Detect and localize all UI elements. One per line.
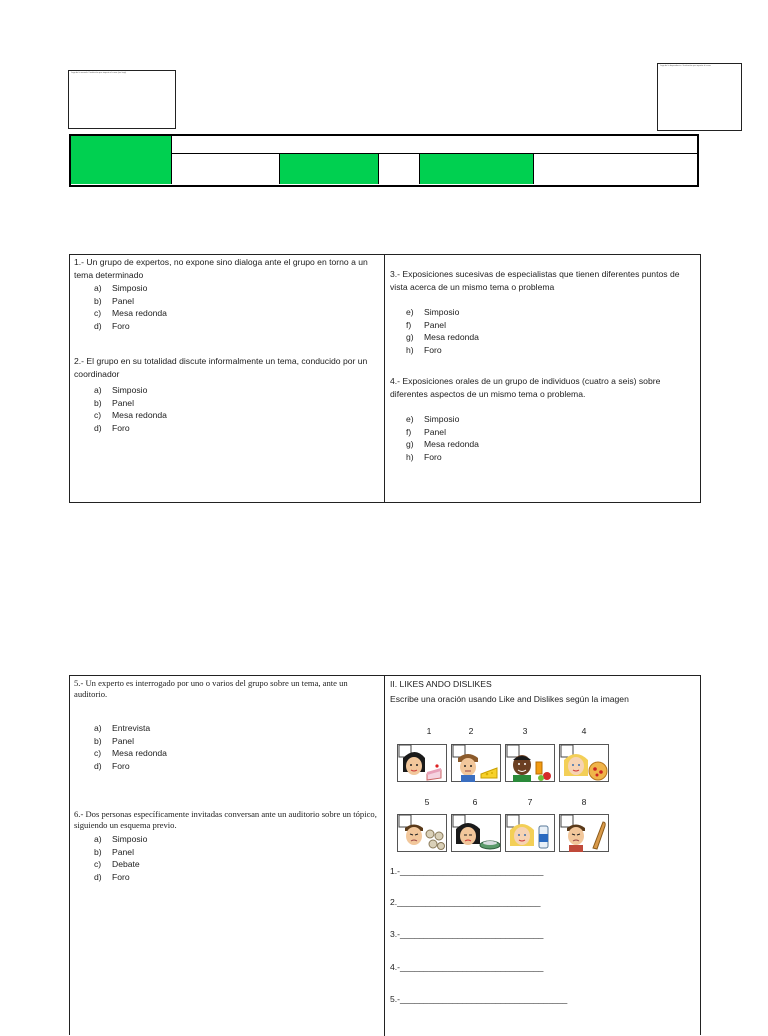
questions-table-1: [69, 254, 701, 503]
option[interactable]: f) Panel: [406, 426, 446, 437]
picture-7-girl-milk: [505, 814, 555, 852]
option[interactable]: e) Simposio: [406, 307, 460, 317]
option[interactable]: d) Foro: [94, 872, 130, 883]
option[interactable]: c) Mesa redonda: [94, 748, 167, 759]
info-cell-field-2[interactable]: [379, 154, 420, 184]
option[interactable]: d) Foro: [94, 321, 130, 332]
info-cell-field-1[interactable]: [172, 154, 280, 184]
option[interactable]: h) Foro: [406, 345, 442, 356]
questions-table-1-divider: [384, 255, 385, 502]
picture-number: 5: [424, 797, 430, 807]
option[interactable]: b) Panel: [94, 397, 134, 408]
logo-right-caption: Logo de la dependencia / Institución que imparte el curso: [660, 65, 711, 67]
option[interactable]: c) Debate: [94, 859, 140, 870]
answer-line-3[interactable]: 3.-______________________________: [390, 929, 544, 939]
option[interactable]: e) Simposio: [406, 414, 460, 424]
option[interactable]: a) Simposio: [94, 385, 148, 395]
picture-number: 1: [426, 726, 432, 736]
picture-number: 7: [527, 797, 533, 807]
option[interactable]: b) Panel: [94, 735, 134, 746]
student-info-table: [69, 134, 699, 187]
picture-1-girl-cake: [397, 744, 447, 782]
picture-number: 2: [468, 726, 474, 736]
info-cell-field-3[interactable]: [534, 154, 696, 184]
question-1-options: [94, 282, 374, 333]
picture-number: 6: [472, 797, 478, 807]
option[interactable]: a) Entrevista: [94, 723, 151, 733]
question-2: [74, 355, 374, 435]
answer-line-4[interactable]: 4.-______________________________: [390, 962, 544, 972]
question-2-options: [94, 384, 374, 435]
picture-4-girl-pizza: [559, 744, 609, 782]
option[interactable]: a) Simposio: [94, 834, 148, 844]
picture-6-girl-fish: [451, 814, 501, 852]
info-cell-label-3: [420, 154, 534, 184]
question-1-text: 1.- Un grupo de expertos, no expone sino dialoga ante el grupo en torno a un tema determinado: [74, 257, 368, 280]
picture-number: 4: [581, 726, 587, 736]
question-3-text: 3.- Exposiciones sucesivas de especialistas que tienen diferentes puntos de vista acerca de un mismo tema o problema: [390, 269, 680, 292]
question-5: [74, 678, 378, 773]
logo-left-box: [68, 70, 176, 129]
question-2-text: 2.- El grupo en su totalidad discute informalmente un tema, conducido por un coordinador: [74, 356, 368, 379]
picture-3-man-fruit: [505, 744, 555, 782]
question-6: [74, 809, 380, 884]
likes-instruction: Escribe una oración usando Like and Dislikes según la imagen: [390, 694, 629, 704]
picture-8-boy-bread: [559, 814, 609, 852]
question-6-text: 6.- Dos personas específicamente invitadas conversan ante un auditorio sobre un tópico, siguiendo un esquema previo.: [74, 809, 377, 830]
question-1: [74, 256, 374, 333]
likes-section: [390, 676, 698, 1036]
answer-line-5[interactable]: 5.-___________________________________: [390, 994, 568, 1004]
question-4-options: [406, 413, 698, 464]
option[interactable]: c) Mesa redonda: [94, 410, 167, 421]
option[interactable]: g) Mesa redonda: [406, 332, 479, 343]
question-5-options: [94, 722, 378, 773]
answer-line-1[interactable]: 1.-______________________________: [390, 866, 544, 876]
option[interactable]: d) Foro: [94, 761, 130, 772]
question-4: [390, 375, 698, 464]
info-cell-label-1: [71, 136, 172, 184]
question-3-options: [406, 306, 698, 357]
option[interactable]: g) Mesa redonda: [406, 439, 479, 450]
option[interactable]: b) Panel: [94, 295, 134, 306]
option[interactable]: a) Simposio: [94, 283, 148, 293]
logo-right-box: [657, 63, 742, 131]
answer-line-2[interactable]: 2.______________________________: [390, 897, 541, 907]
likes-title: II. LIKES ANDO DISLIKES: [390, 679, 492, 689]
picture-5-boy-mushrooms: [397, 814, 447, 852]
option[interactable]: b) Panel: [94, 846, 134, 857]
questions-table-2-divider: [384, 676, 385, 1036]
logo-left-caption: Logo de la escuela / Institución que imparte el curso (ver hoja): [71, 72, 127, 74]
question-5-text: 5.- Un experto es interrogado por uno o varios del grupo sobre un tema, ante un auditorio.: [74, 678, 348, 699]
option[interactable]: c) Mesa redonda: [94, 308, 167, 319]
question-4-text: 4.- Exposiciones orales de un grupo de individuos (cuatro a seis) sobre diferentes aspectos de un mismo tema o problema.: [390, 376, 661, 399]
info-cell-top-field[interactable]: [172, 136, 697, 154]
option[interactable]: d) Foro: [94, 423, 130, 434]
question-3: [390, 268, 698, 357]
question-6-options: [94, 833, 380, 884]
info-cell-label-2: [280, 154, 379, 184]
picture-number: 3: [522, 726, 528, 736]
questions-table-2: [69, 675, 701, 1035]
option[interactable]: f) Panel: [406, 319, 446, 330]
picture-number: 8: [581, 797, 587, 807]
picture-2-boy-cheese: [451, 744, 501, 782]
option[interactable]: h) Foro: [406, 452, 442, 463]
